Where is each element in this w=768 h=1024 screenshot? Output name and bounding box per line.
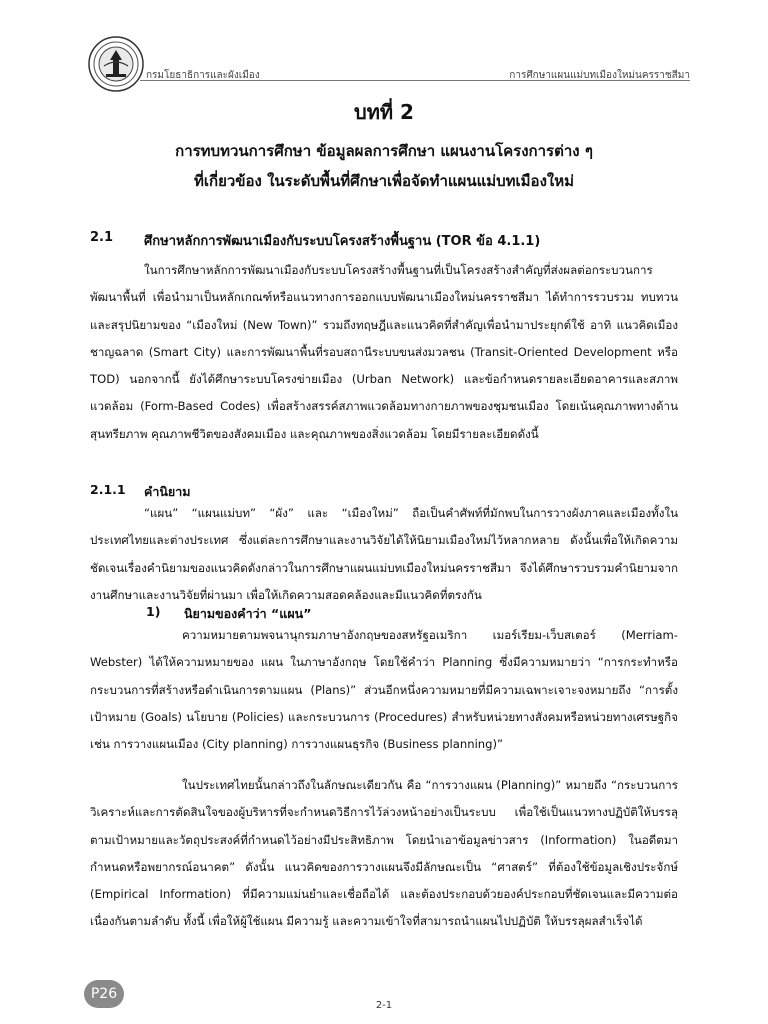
section-2-1-1-paragraph: “แผน” “แผนแม่บท” “ผัง” และ “เมืองใหม่” ถือเป็นคำศัพท์ที่มักพบในการวางผังภาคและเมืองทั้งในประเทศไทยและต่างประเทศ ซึ่งแต่ละการศึกษาและงานวิจัยได้ให้นิยามเมืองใหม่ไว้หลากหลาย ดังนั้นเพื่อให้เกิดความชัดเจนเรื่องคำนิยามของแนวคิดดังกล่าวในการศึกษาแผนแม่บทเมืองใหม่นครราชสีมา จึงได้ศึกษารวบรวมคำนิยามจากงานศึกษาและงานวิจัยที่ผ่านมา เพื่อให้เกิดความสอดคล้องและมีแนวคิดที่ตรงกัน (90, 506, 678, 602)
header-department: กรมโยธาธิการและผังเมือง (146, 70, 260, 81)
chapter-number: บทที่ 2 (354, 100, 414, 124)
subsection-number: 1) (146, 604, 161, 619)
section-2-1-paragraph: ในการศึกษาหลักการพัฒนาเมืองกับระบบโครงสร้างพื้นฐานที่เป็นโครงสร้างสำคัญที่ส่งผลต่อกระบวนการพัฒนาพื้นที่ เพื่อนำมาเป็นหลักเกณฑ์หรือแนวทางการออกแบบพัฒนาเมืองใหม่นครราชสีมา ได้ทำการรวบรวม ทบทวน และสรุปนิยามของ “เมืองใหม่ (New Town)” รวมถึงทฤษฎีและแนวคิดที่สำคัญเพื่อนำมาประยุกต์ใช้ อาทิ แนวคิดเมืองชาญฉลาด (Smart City) และการพัฒนาพื้นที่รอบสถานีระบบขนส่งมวลชน (Transit-Oriented Development หรือ TOD) นอกจากนี้ ยังได้ศึกษาระบบโครงข่ายเมือง (Urban Network) และข้อกำหนดรายละเอียดอาคารและสภาพแวดล้อม (Form-Based Codes) เพื่อสร้างสรรค์สภาพแวดล้อมทางกายภาพของชุมชนเมือง โดยเน้นคุณภาพทางด้านสุนทรียภาพ คุณภาพชีวิตของสังคมเมือง และคุณภาพของสิ่งแวดล้อม โดยมีรายละเอียดดังนี้ (90, 263, 678, 441)
chapter-title-line1: การทบทวนการศึกษา ข้อมูลผลการศึกษา แผนงานโครงการต่าง ๆ (175, 142, 593, 160)
section-number: 2.1 (90, 230, 114, 245)
header-project-title: การศึกษาแผนแม่บทเมืองใหม่นครราชสีมา (509, 70, 690, 81)
section-title: ศึกษาหลักการพัฒนาเมืองกับระบบโครงสร้างพื้นฐาน (TOR ข้อ 4.1.1) (144, 234, 541, 249)
chapter-title-line2: ที่เกี่ยวข้อง ในระดับพื้นที่ศึกษาเพื่อจัดทำแผนแม่บทเมืองใหม่ (193, 172, 574, 190)
subsection-title: นิยามของคำว่า “แผน” (184, 606, 312, 621)
page-number: 2-1 (375, 1000, 393, 1011)
header-rule (140, 80, 690, 81)
page-badge: P26 (84, 980, 124, 1008)
subsection-1-paragraph-2: ในประเทศไทยนั้นกล่าวถึงในลักษณะเดียวกัน คือ “การวางแผน (Planning)” หมายถึง “กระบวนการวิเคราะห์และการตัดสินใจของผู้บริหารที่จะกำหนดวิธีการไว้ล่วงหน้าอย่างเป็นระบบ เพื่อใช้เป็นแนวทางปฏิบัติให้บรรลุตามเป้าหมายและวัตถุประสงค์ที่กำหนดไว้อย่างมีประสิทธิภาพ โดยนำเอาข้อมูลข่าวสาร (Information) ในอดีตมากำหนดหรือพยากรณ์อนาคต” ดังนั้น แนวคิดของการวางแผนจึงมีลักษณะเป็น “ศาสตร์” ที่ต้องใช้ข้อมูลเชิงประจักษ์ (Empirical Information) ที่มีความแม่นยำและเชื่อถือได้ และต้องประกอบด้วยองค์ประกอบที่ชัดเจนและมีความต่อเนื่องกันตามลำดับ ทั้งนี้ เพื่อให้ผู้ใช้แผน มีความรู้ และความเข้าใจที่สามารถนำแผนไปปฏิบัติ ให้บรรลุผลสำเร็จได้ (90, 778, 678, 929)
section-title: คำนิยาม (144, 484, 191, 499)
subsection-1-paragraph-1: ความหมายตามพจนานุกรมภาษาอังกฤษของสหรัฐอเมริกา เมอร์เรียม-เว็บสเตอร์ (Merriam-Webster) ได้ให้ความหมายของ แผน ในภาษาอังกฤษ โดยใช้คำว่า Planning ซึ่งมีความหมายว่า “การกระทำหรือกระบวนการที่สร้างหรือดำเนินการตามแผน (Plans)” ส่วนอีกหนึ่งความหมายที่มีความเฉพาะเจาะจงหมายถึง “การตั้งเป้าหมาย (Goals) นโยบาย (Policies) และกระบวนการ (Procedures) สำหรับหน่วยทางสังคมหรือหน่วยทางเศรษฐกิจ เช่น การวางแผนเมือง (City planning) การวางแผนธุรกิจ (Business planning)” (90, 628, 678, 752)
section-number: 2.1.1 (90, 482, 126, 497)
dpt-seal-icon (88, 36, 144, 92)
